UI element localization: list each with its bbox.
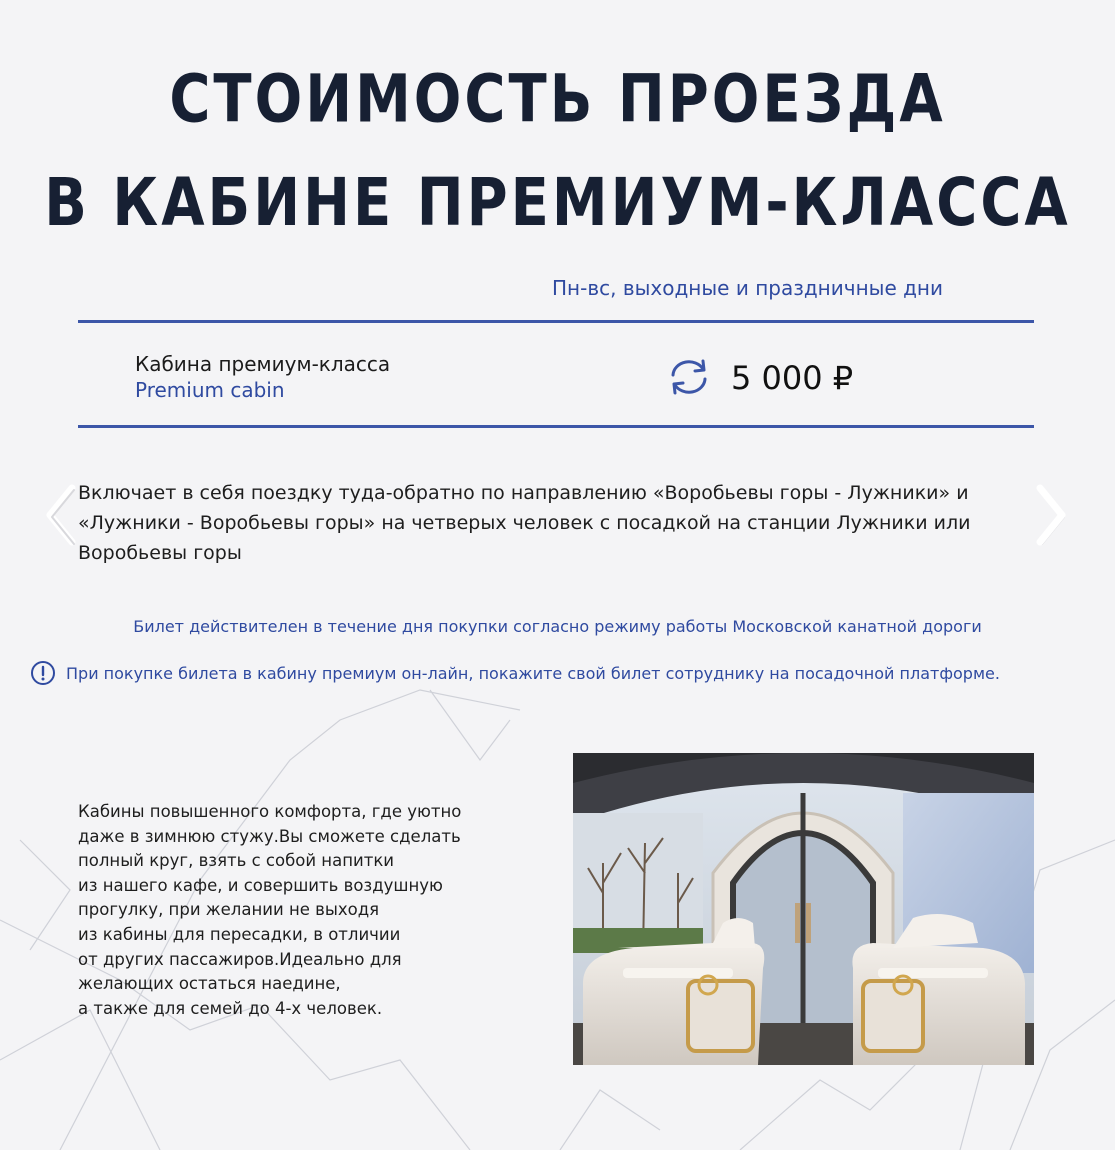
- about-line: прогулку, при желании не выходя: [78, 900, 380, 920]
- page-title-line-2: В КАБИНЕ ПРЕМИУМ-КЛАССА: [44, 164, 1071, 242]
- cabin-about-text: [78, 800, 538, 1021]
- table-top-divider: [78, 320, 1034, 323]
- about-line: из кабины для пересадки, в отличии: [78, 924, 401, 944]
- online-purchase-notice: [30, 660, 1000, 686]
- ticket-description: Включает в себя поездку туда-обратно по направлению «Воробьевы горы - Лужники» и «Лужники - Воробьевы горы» на четверых человек с посадкой на станции Лужники или Воробьевы горы: [78, 482, 971, 564]
- page-title-line-1: СТОИМОСТЬ ПРОЕЗДА: [169, 61, 946, 138]
- round-trip-icon: [667, 357, 711, 397]
- table-bottom-divider: [78, 425, 1034, 428]
- about-line: полный круг, взять с собой напитки: [78, 851, 395, 871]
- chevron-left-icon: [42, 482, 82, 548]
- premium-cabin-photo: [573, 753, 1034, 1065]
- ticket-name-en: Premium cabin: [135, 378, 285, 402]
- about-line: Кабины повышенного комфорта, где уютно: [78, 802, 462, 821]
- about-line: из нашего кафе, и совершить воздушную: [78, 875, 443, 895]
- carousel-prev-button[interactable]: [42, 482, 82, 548]
- info-warning-icon: [30, 660, 56, 686]
- online-purchase-notice-text: При покупке билета в кабину премиум он-лайн, покажите свой билет сотруднику на посадочной платформе.: [66, 663, 1000, 683]
- about-line: даже в зимнюю стужу.Вы сможете сделать: [78, 826, 461, 846]
- about-line: а также для семей до 4-х человек.: [78, 998, 383, 1018]
- page-title: [0, 62, 1115, 241]
- about-line: от других пассажиров.Идеально для: [78, 949, 402, 969]
- ticket-price: 5 000 ₽: [731, 359, 854, 397]
- about-line: желающих остаться наедине,: [78, 974, 341, 994]
- ticket-validity-note: Билет действителен в течение дня покупки согласно режиму работы Московской канатной дороги: [133, 617, 982, 636]
- ticket-name-ru: Кабина премиум-класса: [135, 352, 391, 376]
- schedule-days-label: Пн-вс, выходные и праздничные дни: [552, 276, 944, 300]
